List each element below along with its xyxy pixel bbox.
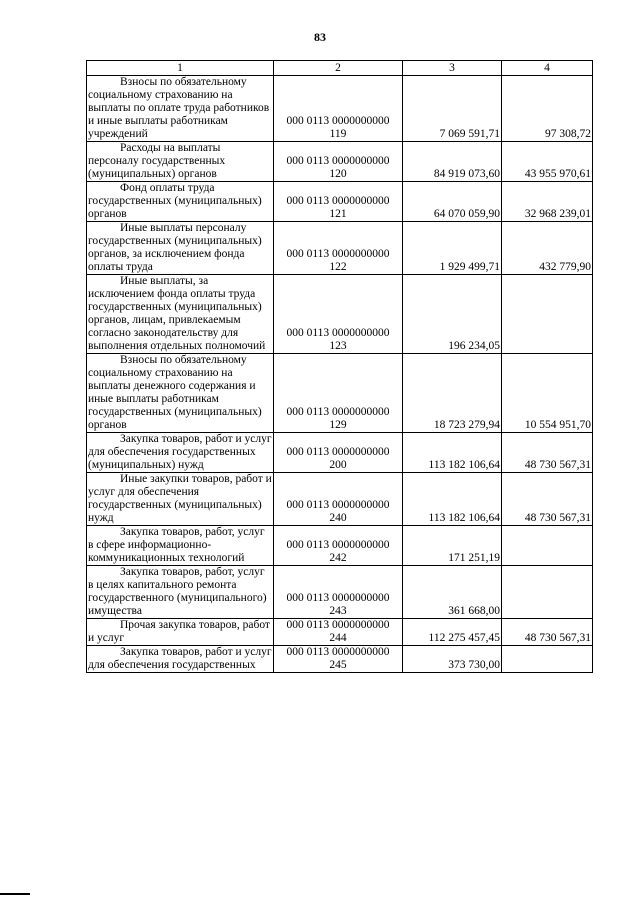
row-code-line: 000 0113 0000000000 <box>286 539 390 551</box>
row-code-suffix: 119 <box>329 128 347 140</box>
row-name: Закупка товаров, работ и услуг для обеспечения государственных <box>88 646 272 671</box>
table-row <box>87 433 593 473</box>
budget-table <box>86 60 593 673</box>
row-name: Иные закупки товаров, работ и услуг для обеспечения государственных (муниципальных) нужд <box>88 473 272 524</box>
header-row <box>87 61 593 76</box>
row-code-suffix: 243 <box>329 605 347 617</box>
row-name: Иные выплаты, за исключением фонда оплаты труда государственных (муниципальных) органов, лицам, привлекаемым согласно законодательству для выполнения отдельных полномочий <box>87 275 274 354</box>
column-header: 4 <box>502 61 593 76</box>
row-code <box>274 275 403 354</box>
table-row <box>87 526 593 566</box>
row-code-line: 000 0113 0000000000 <box>286 155 390 167</box>
row-actual-amount <box>502 526 593 566</box>
row-code-line: 000 0113 0000000000 <box>286 327 390 339</box>
row-code <box>274 473 403 526</box>
row-plan-amount: 112 275 457,45 <box>403 619 502 646</box>
row-code <box>274 76 403 142</box>
row-name: Прочая закупка товаров, работ и услуг <box>87 619 274 646</box>
row-code-line: 000 0113 0000000000 <box>286 619 390 631</box>
row-plan-amount: 1 929 499,71 <box>403 222 502 275</box>
table-row <box>87 182 593 222</box>
row-plan-amount: 84 919 073,60 <box>403 142 502 182</box>
row-actual-amount: 432 779,90 <box>502 222 593 275</box>
row-name: Расходы на выплаты персоналу государственных (муниципальных) органов <box>87 142 274 182</box>
row-code-line: 000 0113 0000000000 <box>286 406 390 418</box>
row-plan-amount: 64 070 059,90 <box>403 182 502 222</box>
row-code-line: 000 0113 0000000000 <box>286 499 390 511</box>
row-code <box>274 182 403 222</box>
margin-mark <box>0 893 30 895</box>
row-actual-amount <box>502 646 593 673</box>
row-actual-amount <box>502 566 593 619</box>
row-code-line: 000 0113 0000000000 <box>286 646 390 658</box>
row-actual-amount: 43 955 970,61 <box>502 142 593 182</box>
row-code-suffix: 122 <box>329 261 347 273</box>
row-actual-amount: 48 730 567,31 <box>502 473 593 526</box>
row-actual-amount: 48 730 567,31 <box>502 619 593 646</box>
row-name: Фонд оплаты труда государственных (муниципальных) органов <box>87 182 274 222</box>
row-code-line: 000 0113 0000000000 <box>286 248 390 260</box>
row-code <box>274 433 403 473</box>
row-code <box>274 222 403 275</box>
table-row <box>87 142 593 182</box>
row-code-line: 000 0113 0000000000 <box>286 446 390 458</box>
column-header: 3 <box>403 61 502 76</box>
row-code <box>274 142 403 182</box>
row-code <box>274 619 403 646</box>
row-plan-amount: 373 730,00 <box>403 646 502 673</box>
row-actual-amount: 32 968 239,01 <box>502 182 593 222</box>
row-plan-amount: 18 723 279,94 <box>403 354 502 433</box>
table-row <box>87 646 593 673</box>
row-plan-amount: 361 668,00 <box>403 566 502 619</box>
table-row <box>87 473 593 526</box>
row-name: Закупка товаров, работ, услуг в целях капитального ремонта государственного (муниципального) имущества <box>87 566 274 619</box>
row-plan-amount: 171 251,19 <box>403 526 502 566</box>
row-plan-amount: 196 234,05 <box>403 275 502 354</box>
row-plan-amount: 113 182 106,64 <box>403 473 502 526</box>
page-number: 83 <box>314 30 326 44</box>
row-name: Взносы по обязательному социальному страхованию на выплаты по оплате труда работников и иные выплаты работникам учреждений <box>87 76 274 142</box>
column-header: 1 <box>87 61 274 76</box>
row-name: Закупка товаров, работ и услуг для обеспечения государственных (муниципальных) нужд <box>88 433 272 471</box>
table-row <box>87 222 593 275</box>
column-header: 2 <box>274 61 403 76</box>
row-code <box>274 526 403 566</box>
row-code-line: 000 0113 0000000000 <box>286 195 390 207</box>
row-code-suffix: 244 <box>329 632 347 644</box>
row-name: Закупка товаров, работ, услуг в сфере информационно-коммуникационных технологий <box>87 526 274 566</box>
row-code-suffix: 123 <box>329 340 347 352</box>
table-row <box>87 76 593 142</box>
row-code-suffix: 242 <box>329 552 347 564</box>
table-row <box>87 619 593 646</box>
row-code-suffix: 240 <box>329 512 347 524</box>
table-row <box>87 566 593 619</box>
row-actual-amount: 97 308,72 <box>502 76 593 142</box>
row-code <box>274 566 403 619</box>
row-plan-amount: 113 182 106,64 <box>403 433 502 473</box>
row-name: Взносы по обязательному социальному страхованию на выплаты денежного содержания и иные выплаты работникам государственных (муниципальных) органов <box>87 354 274 433</box>
row-code-suffix: 129 <box>329 419 347 431</box>
row-actual-amount: 48 730 567,31 <box>502 433 593 473</box>
row-actual-amount: 10 554 951,70 <box>502 354 593 433</box>
table-row <box>87 275 593 354</box>
row-code-line: 000 0113 0000000000 <box>286 115 390 127</box>
row-code-suffix: 120 <box>329 168 347 180</box>
row-code <box>274 646 403 673</box>
row-code-suffix: 245 <box>329 659 347 671</box>
row-code-line: 000 0113 0000000000 <box>286 592 390 604</box>
row-actual-amount <box>502 275 593 354</box>
row-plan-amount: 7 069 591,71 <box>403 76 502 142</box>
row-code-suffix: 121 <box>329 208 347 220</box>
table-row <box>87 354 593 433</box>
row-code <box>274 354 403 433</box>
row-name: Иные выплаты персоналу государственных (муниципальных) органов, за исключением фонда оплаты труда <box>87 222 274 275</box>
row-code-suffix: 200 <box>329 459 347 471</box>
